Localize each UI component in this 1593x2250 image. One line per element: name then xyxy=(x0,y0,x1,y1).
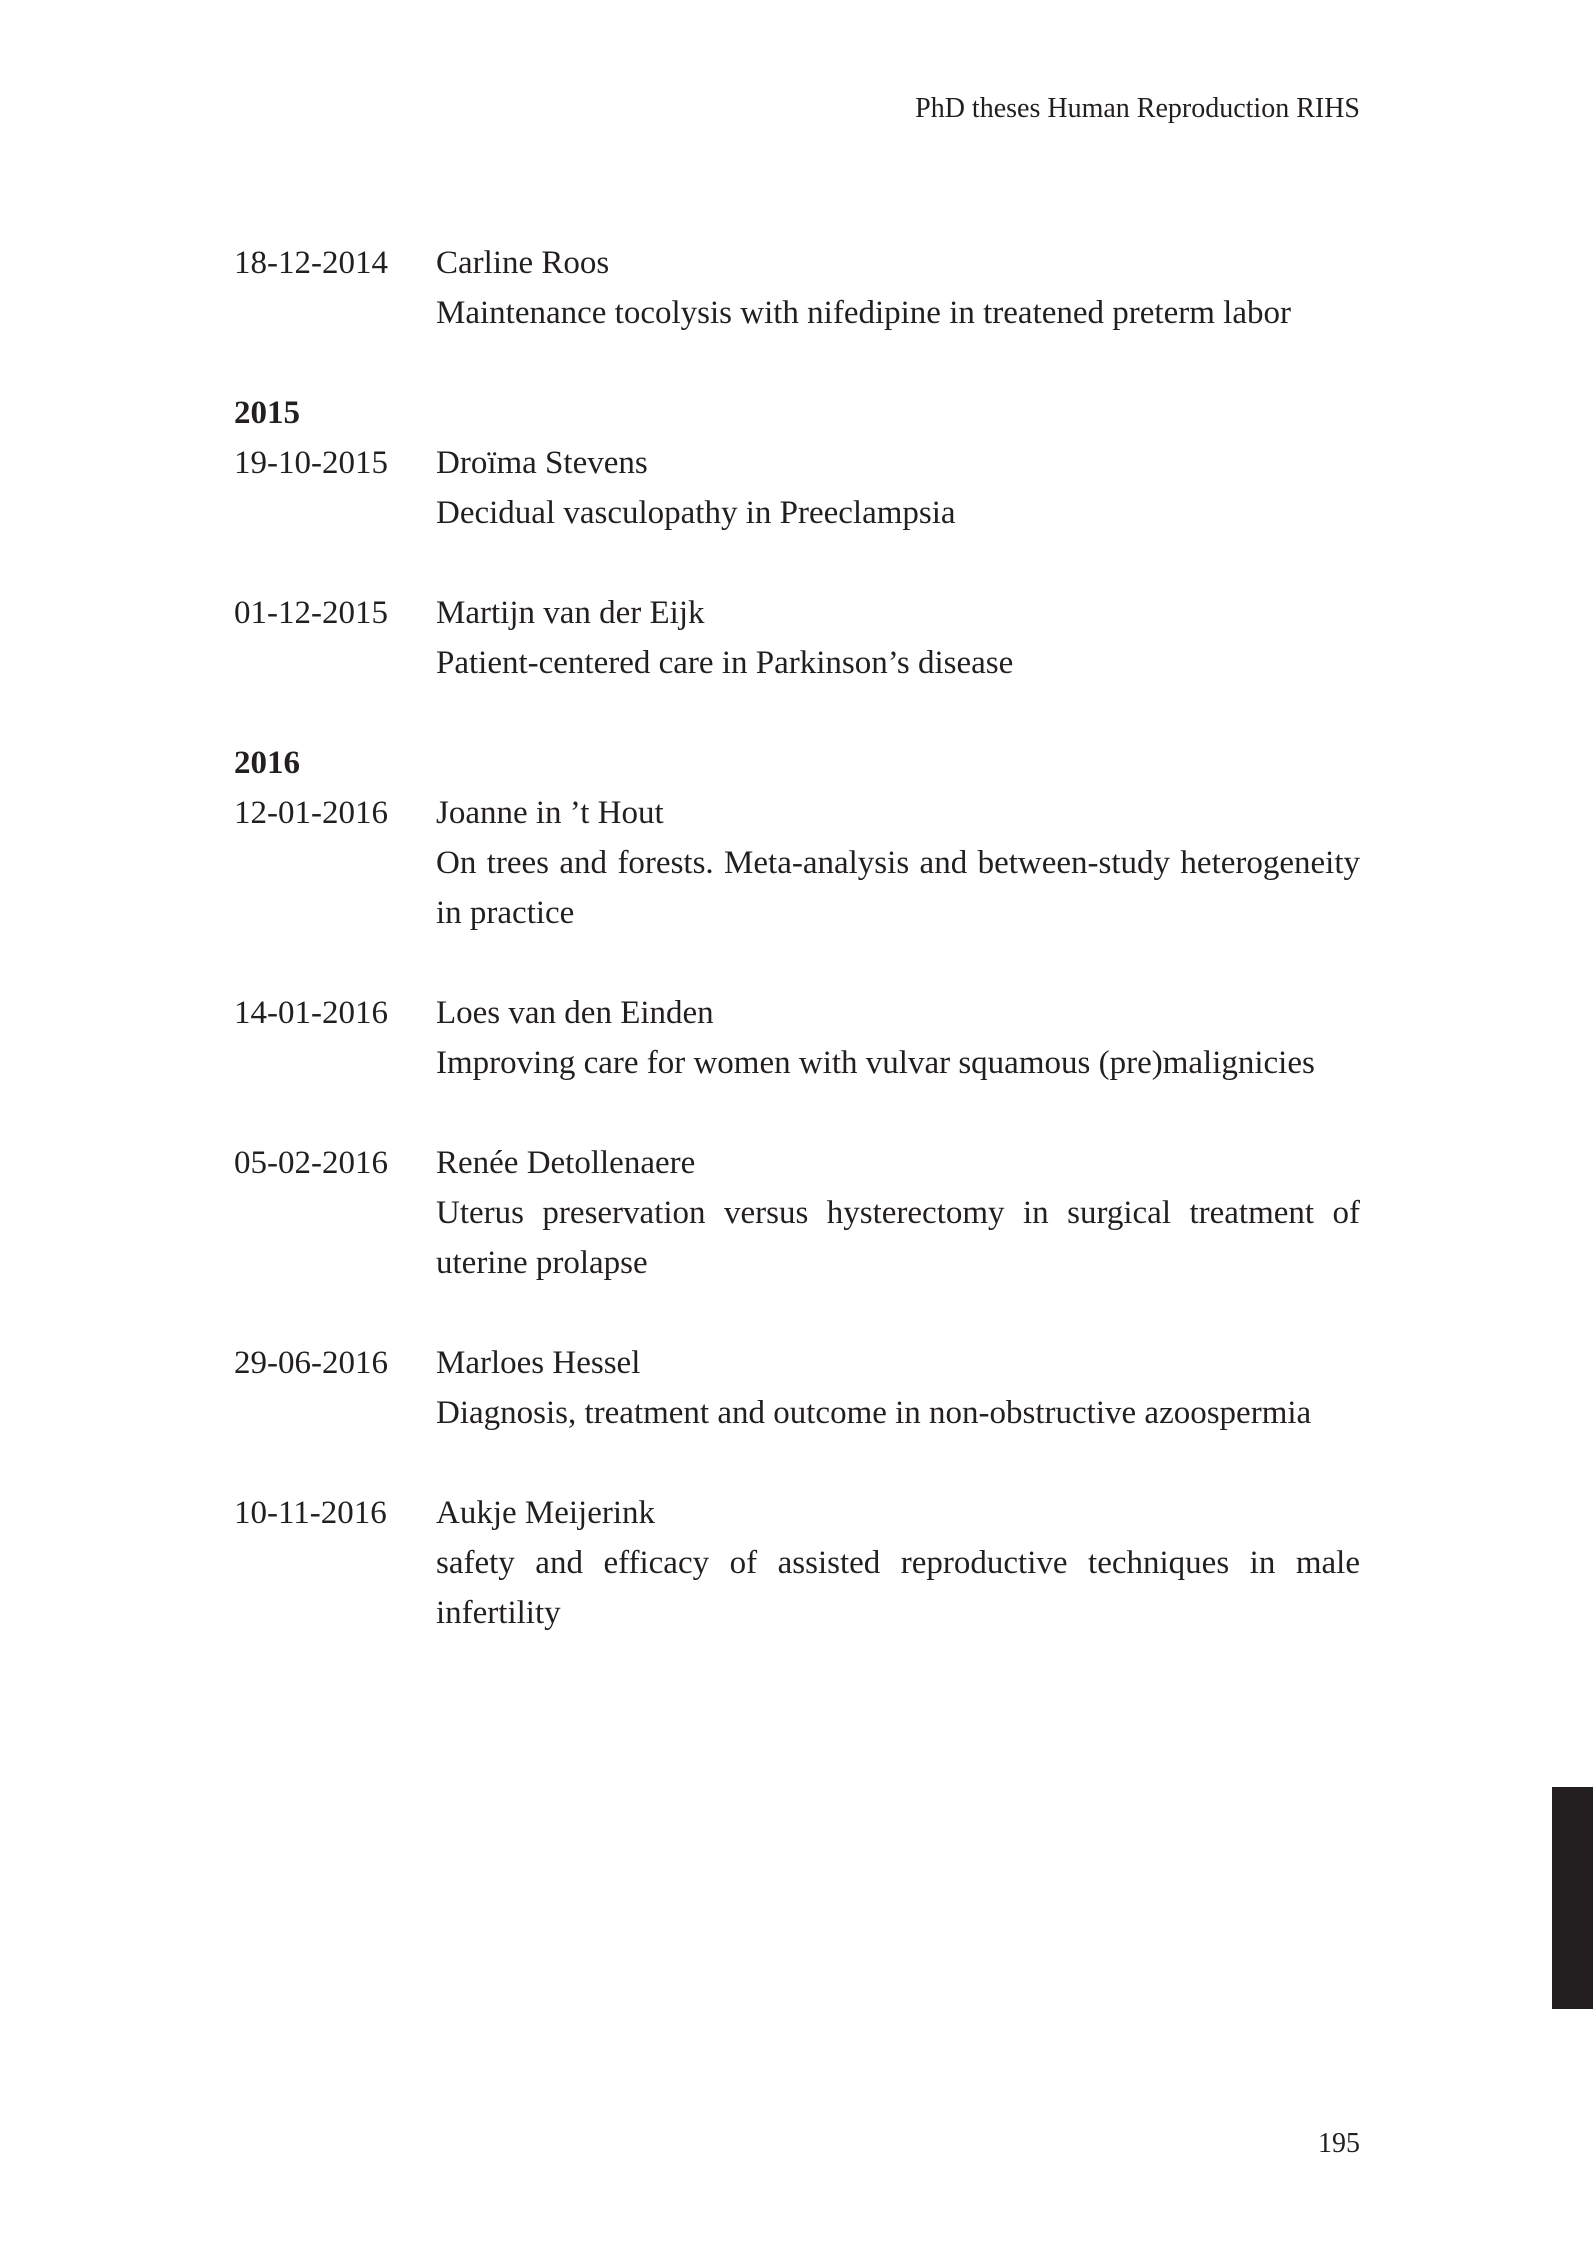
author-name: Droïma Stevens xyxy=(436,445,648,481)
author-name: Carline Roos xyxy=(436,245,610,281)
entry-body xyxy=(436,238,1360,338)
entry-body xyxy=(436,1488,1360,1638)
thesis-title: Patient-centered care in Parkinson’s disease xyxy=(436,645,1014,681)
year-heading-2015: 2015 xyxy=(234,395,300,431)
author-name: Marloes Hessel xyxy=(436,1345,641,1381)
thesis-title: On trees and forests. Meta-analysis and between-study heterogeneity in practice xyxy=(436,845,1360,931)
thesis-entry xyxy=(234,788,1360,938)
page-number: 195 xyxy=(1318,2128,1360,2159)
chapter-thumb-tab xyxy=(1552,1787,1593,2009)
thesis-entry xyxy=(234,988,1360,1088)
thesis-entry xyxy=(234,438,1360,538)
author-name: Renée Detollenaere xyxy=(436,1145,696,1181)
defense-date: 01-12-2015 xyxy=(234,595,388,631)
defense-date: 12-01-2016 xyxy=(234,795,388,831)
defense-date: 05-02-2016 xyxy=(234,1145,388,1181)
thesis-title: Maintenance tocolysis with nifedipine in treatened preterm labor xyxy=(436,295,1291,331)
thesis-title: Diagnosis, treatment and outcome in non-obstructive azoospermia xyxy=(436,1395,1312,1431)
defense-date: 19-10-2015 xyxy=(234,445,388,481)
entry-body xyxy=(436,1338,1360,1438)
thesis-title: Improving care for women with vulvar squamous (pre)malignicies xyxy=(436,1045,1315,1081)
defense-date: 18-12-2014 xyxy=(234,245,388,281)
entry-body xyxy=(436,1138,1360,1288)
entry-body xyxy=(436,988,1360,1088)
defense-date: 10-11-2016 xyxy=(234,1495,387,1531)
thesis-entry xyxy=(234,588,1360,688)
thesis-title: safety and efficacy of assisted reproductive techniques in male infertility xyxy=(436,1545,1360,1631)
author-name: Martijn van der Eijk xyxy=(436,595,705,631)
defense-date: 29-06-2016 xyxy=(234,1345,388,1381)
theses-list xyxy=(234,238,1360,1688)
author-name: Joanne in ’t Hout xyxy=(436,795,664,831)
thesis-entry xyxy=(234,1138,1360,1288)
author-name: Loes van den Einden xyxy=(436,995,714,1031)
year-heading-2016: 2016 xyxy=(234,745,300,781)
thesis-entry xyxy=(234,238,1360,338)
thesis-entry xyxy=(234,1338,1360,1438)
defense-date: 14-01-2016 xyxy=(234,995,388,1031)
author-name: Aukje Meijerink xyxy=(436,1495,656,1531)
entry-body xyxy=(436,588,1360,688)
thesis-title: Decidual vasculopathy in Preeclampsia xyxy=(436,495,956,531)
thesis-title: Uterus preservation versus hysterectomy in surgical treatment of uterine prolapse xyxy=(436,1195,1360,1281)
running-header: PhD theses Human Reproduction RIHS xyxy=(915,93,1360,124)
thesis-entry xyxy=(234,1488,1360,1638)
entry-body xyxy=(436,438,1360,538)
entry-body xyxy=(436,788,1360,938)
